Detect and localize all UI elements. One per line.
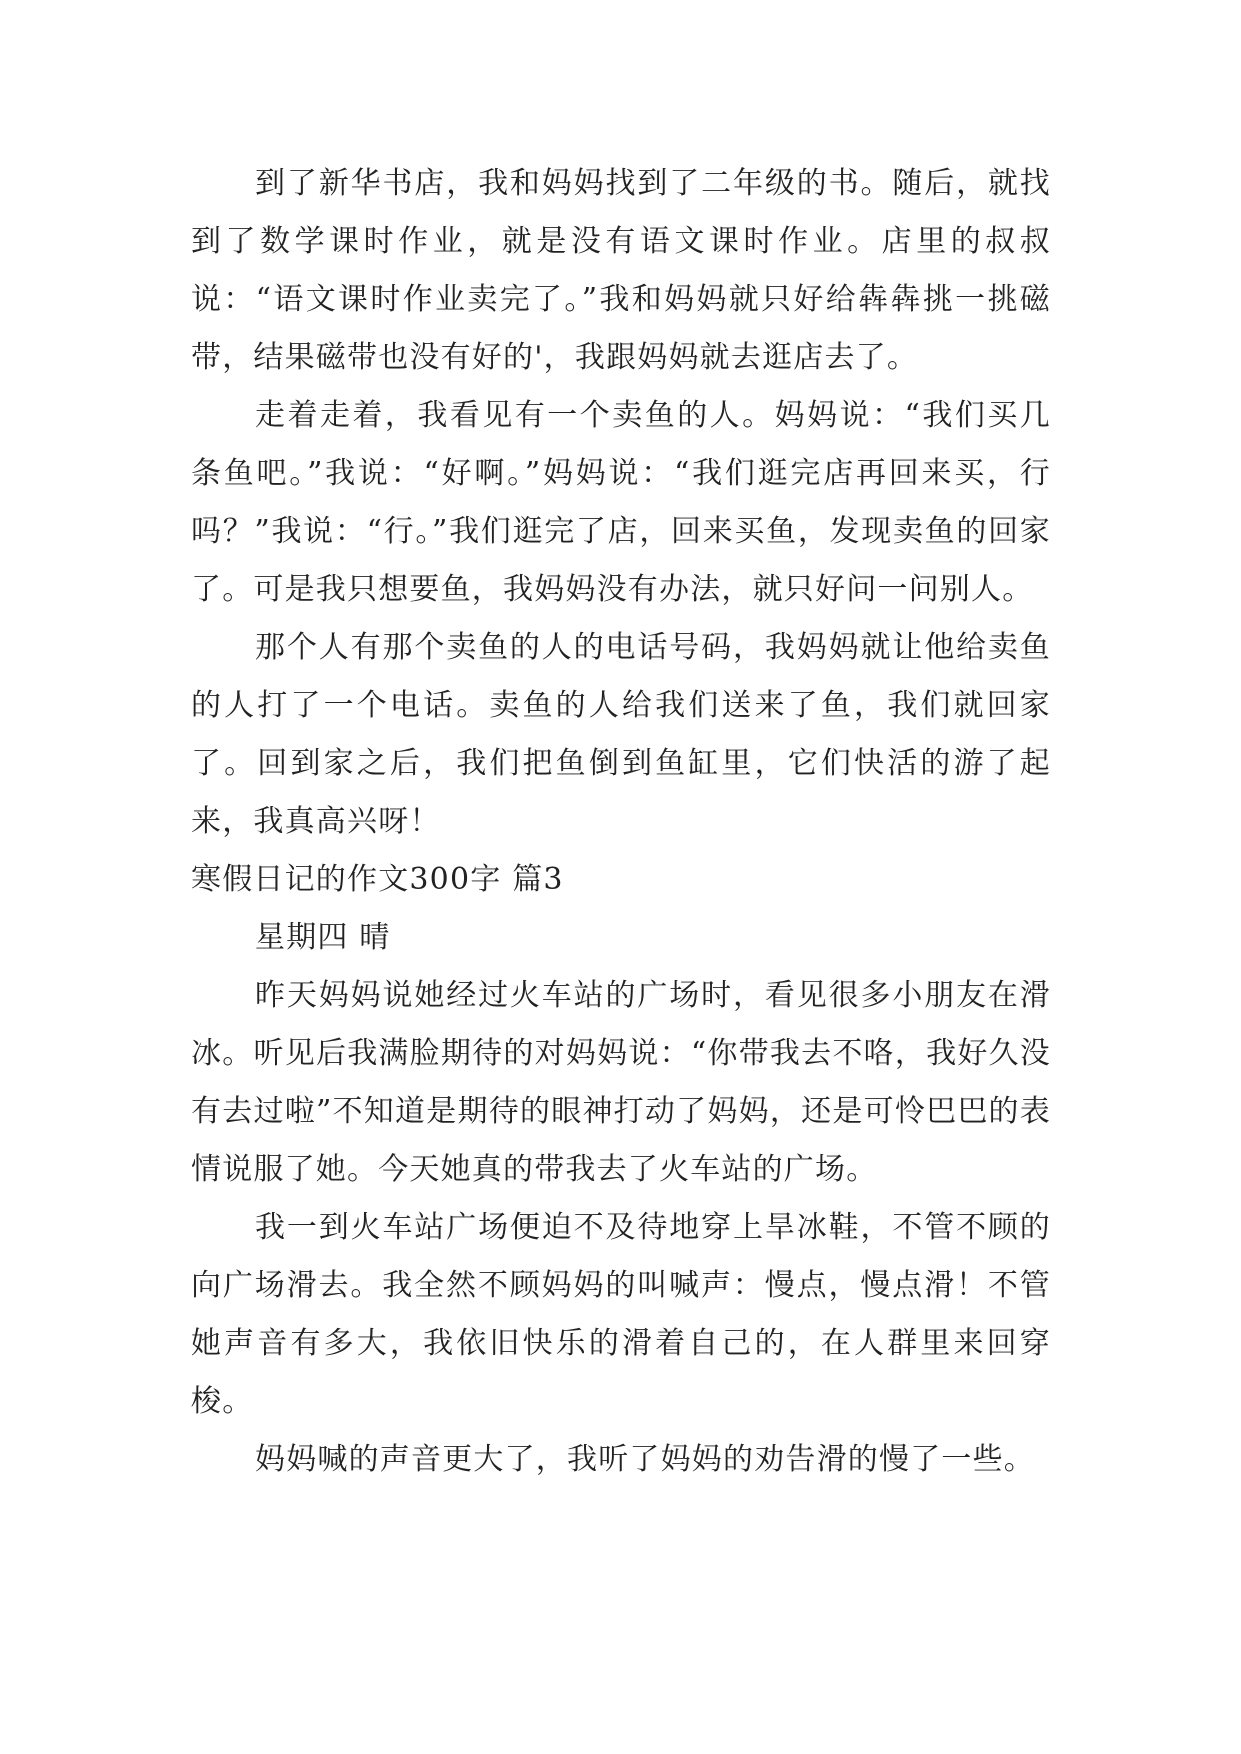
paragraph: 我一到火车站广场便迫不及待地穿上旱冰鞋，不管不顾的向广场滑去。我全然不顾妈妈的叫喊声：慢点，慢点滑！不管她声音有多大，我依旧快乐的滑着自己的，在人群里来回穿梭。 <box>191 1210 1051 1419</box>
paragraph: 到了新华书店，我和妈妈找到了二年级的书。随后，就找到了数学课时作业，就是没有语文课时作业。店里的叔叔说：“语文课时作业卖完了。”我和妈妈就只好给犇犇挑一挑磁带，结果磁带也没有好的'，我跟妈妈就去逛店去了。 <box>191 166 1051 375</box>
document-page <box>191 155 1051 1489</box>
weather-line: 星期四 晴 <box>255 920 391 955</box>
paragraph: 那个人有那个卖鱼的人的电话号码，我妈妈就让他给卖鱼的人打了一个电话。卖鱼的人给我们送来了鱼，我们就回家了。回到家之后，我们把鱼倒到鱼缸里，它们快活的游了起来，我真高兴呀！ <box>191 630 1051 839</box>
paragraph: 妈妈喊的声音更大了，我听了妈妈的劝告滑的慢了一些。 <box>255 1442 1035 1477</box>
paragraph: 昨天妈妈说她经过火车站的广场时，看见很多小朋友在滑冰。听见后我满脸期待的对妈妈说：“你带我去不咯，我好久没有去过啦”不知道是期待的眼神打动了妈妈，还是可怜巴巴的表情说服了她。今天她真的带我去了火车站的广场。 <box>191 978 1051 1187</box>
paragraph: 走着走着，我看见有一个卖鱼的人。妈妈说：“我们买几条鱼吧。”我说：“好啊。”妈妈说：“我们逛完店再回来买，行吗？”我说：“行。”我们逛完了店，回来买鱼，发现卖鱼的回家了。可是我只想要鱼，我妈妈没有办法，就只好问一问别人。 <box>191 398 1051 607</box>
section-heading: 寒假日记的作文300字 篇3 <box>191 862 564 897</box>
